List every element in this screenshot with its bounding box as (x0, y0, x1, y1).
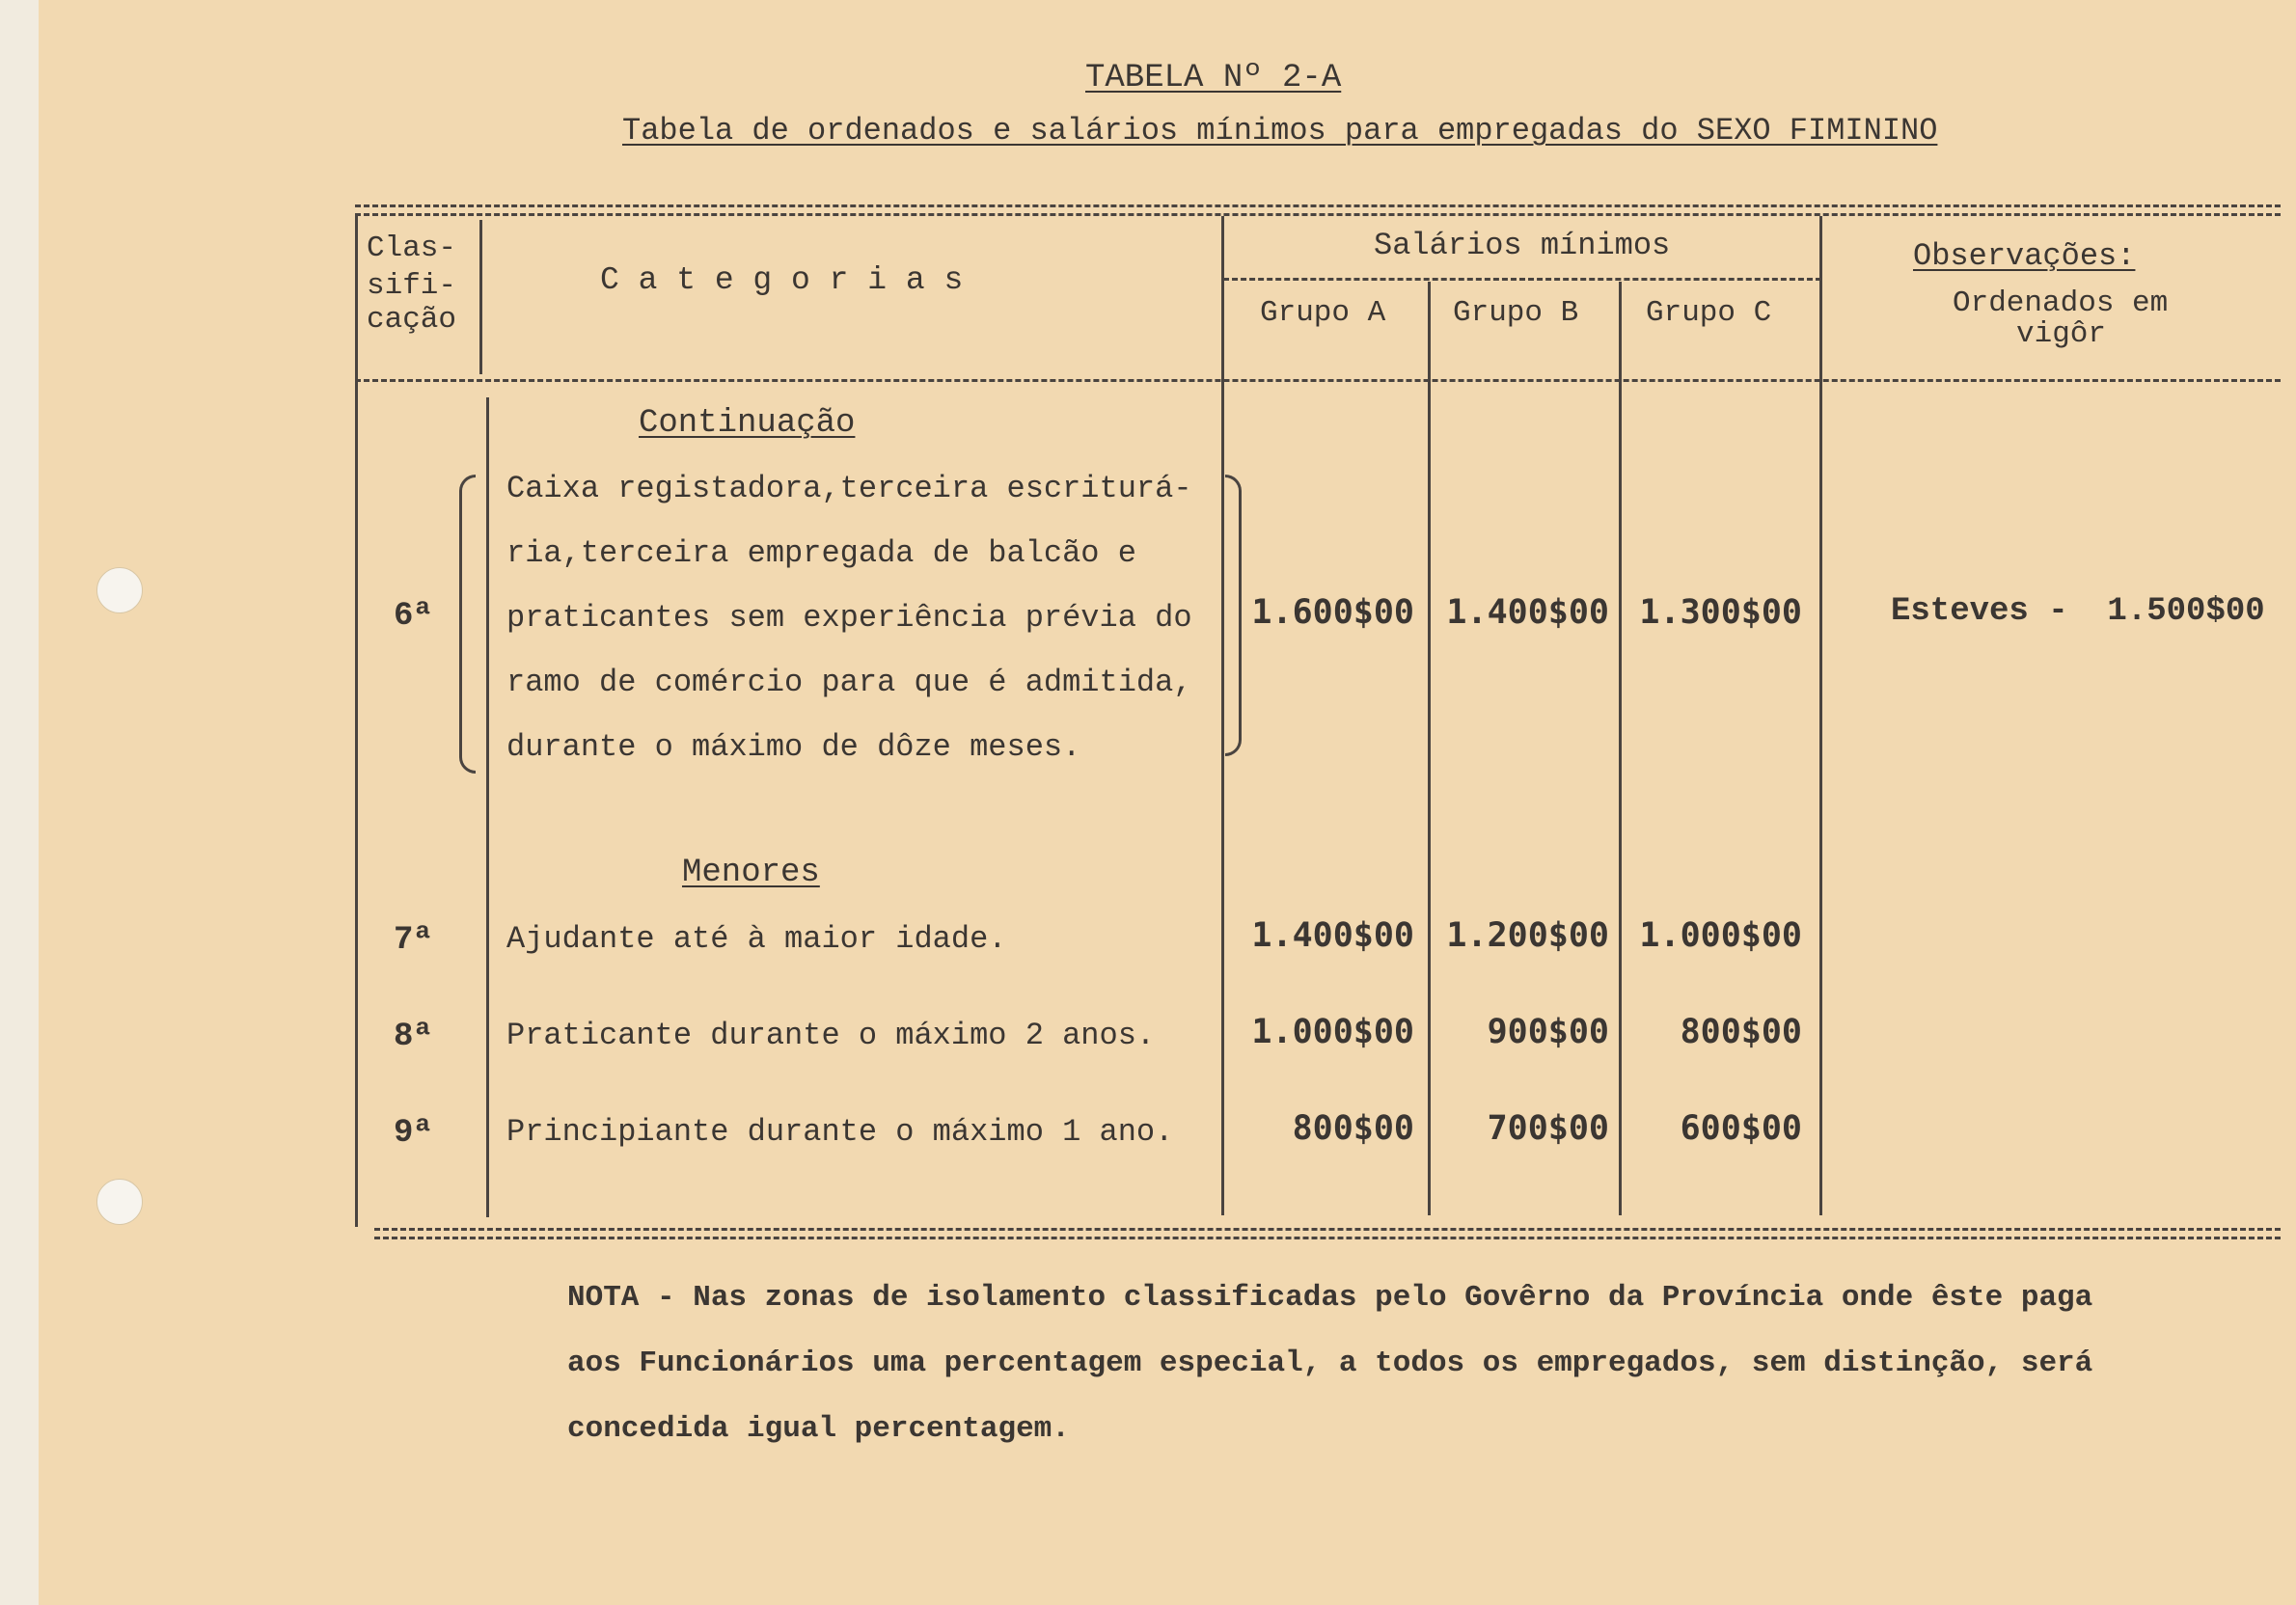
row-category-line-1: Caixa registadora,terceira escriturá- (506, 471, 1192, 506)
note-line-3: concedida igual percentagem. (567, 1412, 1070, 1446)
group-a-divider (1428, 282, 1431, 1215)
observation-value: Esteves - 1.500$00 (1891, 593, 2265, 630)
salaries-header: Salários mínimos (1374, 228, 1671, 263)
page-subtitle: Tabela de ordenados e salários mínimos para empregadas do SEXO FIMININO (622, 113, 1938, 149)
class-column-divider (479, 220, 482, 374)
group-b-value: 1.400$00 (1446, 593, 1609, 632)
page-title: TABELA Nº 2-A (1085, 60, 1342, 96)
group-b-divider (1619, 282, 1622, 1215)
note-line-1: NOTA - Nas zonas de isolamento classificadas pelo Govêrno da Província onde êste paga (567, 1281, 2093, 1315)
note-line-2: aos Funcionários uma percentagem especial, a todos os empregados, sem distinção, será (567, 1347, 2093, 1380)
row-category: Principiante durante o máximo 1 ano. (506, 1114, 1174, 1150)
class-header-line-1: Clas- (367, 231, 457, 265)
table-top-rule (355, 204, 2281, 216)
group-c-value: 1.300$00 (1639, 593, 1802, 632)
row-category-line-5: durante o máximo de dôze meses. (506, 729, 1081, 765)
salaries-column-divider (1819, 216, 1822, 1215)
table-left-border (355, 216, 358, 1227)
salary-header-rule (1223, 278, 1821, 281)
row-category: Ajudante até à maior idade. (506, 921, 1007, 957)
section-continuation: Continuação (639, 405, 856, 442)
row-class: 7ª (394, 922, 433, 959)
row-class: 9ª (394, 1115, 433, 1152)
left-brace (459, 475, 476, 774)
categories-header: C a t e g o r i a s (600, 262, 964, 298)
table-bottom-rule (374, 1228, 2281, 1239)
group-c-value: 800$00 (1680, 1013, 1802, 1051)
observations-header: Observações: (1913, 238, 2136, 274)
group-c-header: Grupo C (1646, 296, 1772, 330)
categories-column-divider (1221, 216, 1224, 1215)
group-a-value: 1.600$00 (1251, 593, 1414, 632)
group-c-value: 600$00 (1680, 1109, 1802, 1148)
row-category: Praticante durante o máximo 2 anos. (506, 1018, 1156, 1053)
observations-subheader-1: Ordenados em (1953, 286, 2169, 320)
group-b-header: Grupo B (1453, 296, 1579, 330)
punch-hole-top (96, 567, 143, 613)
punch-hole-bottom (96, 1179, 143, 1225)
group-a-header: Grupo A (1260, 296, 1386, 330)
row-category-line-4: ramo de comércio para que é admitida, (506, 665, 1192, 700)
row-class: 6ª (394, 598, 433, 635)
group-b-value: 1.200$00 (1446, 916, 1609, 955)
group-a-value: 1.000$00 (1251, 1013, 1414, 1051)
observations-subheader-2: vigôr (2016, 317, 2107, 351)
right-brace (1225, 475, 1242, 756)
group-a-value: 1.400$00 (1251, 916, 1414, 955)
row-class: 8ª (394, 1019, 433, 1055)
row-category-line-2: ria,terceira empregada de balcão e (506, 535, 1136, 571)
group-c-value: 1.000$00 (1639, 916, 1802, 955)
group-a-value: 800$00 (1292, 1109, 1414, 1148)
group-b-value: 900$00 (1487, 1013, 1609, 1051)
class-header-line-2: sifi- (367, 269, 457, 303)
class-header-line-3: cação (367, 303, 457, 337)
section-minors: Menores (682, 855, 820, 891)
header-bottom-rule (355, 379, 2281, 382)
class-column-divider-body (486, 397, 489, 1217)
group-b-value: 700$00 (1487, 1109, 1609, 1148)
row-category-line-3: praticantes sem experiência prévia do (506, 600, 1192, 636)
